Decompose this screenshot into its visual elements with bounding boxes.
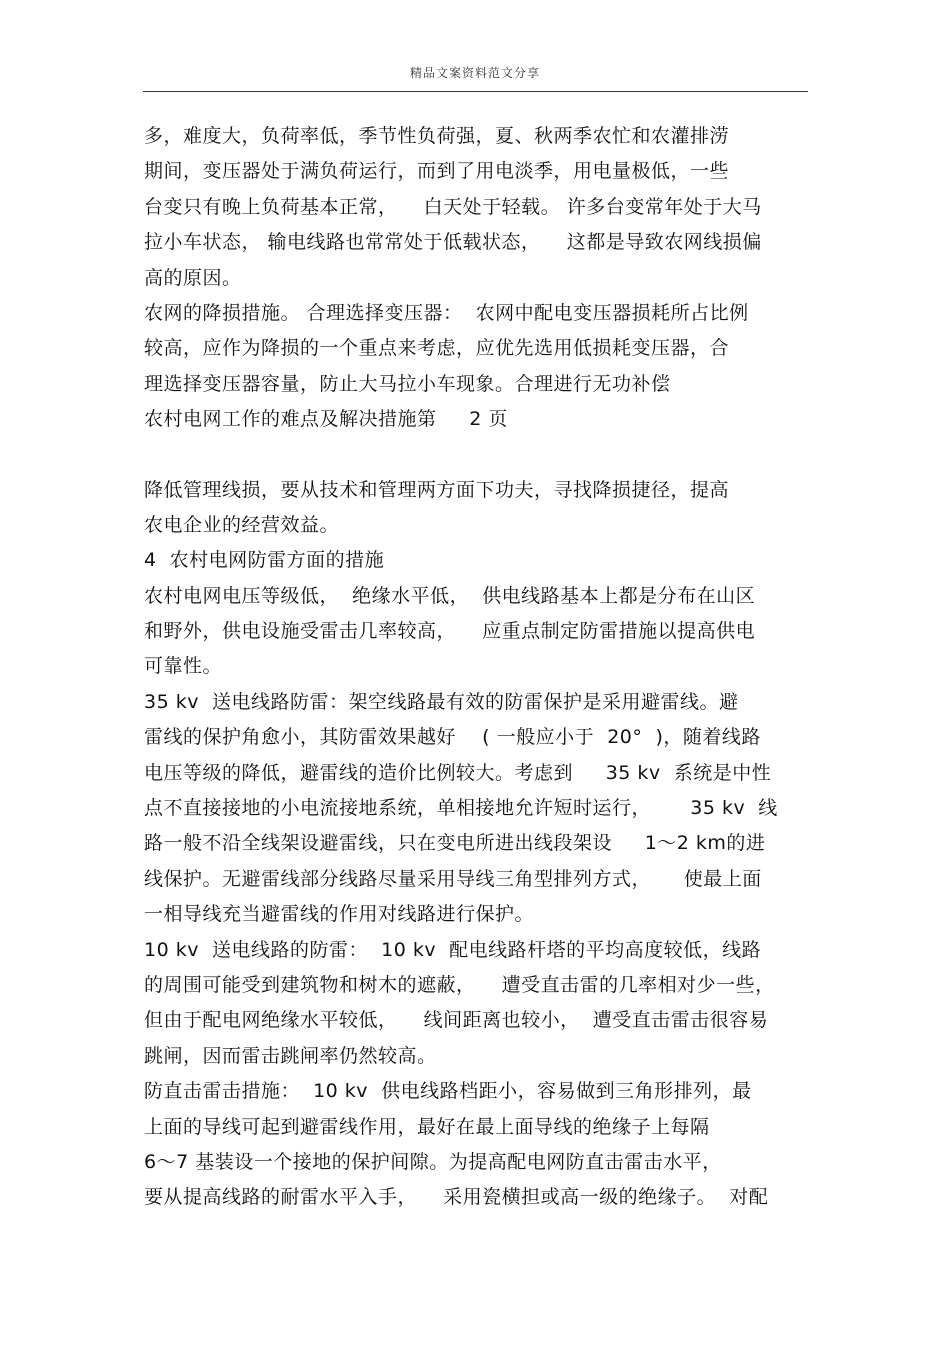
- page-footer-line: 农村电网工作的难点及解决措施第 2 页: [144, 408, 508, 431]
- text-line: 防直击雷击措施： 10 kv 供电线路档距小，容易做到三角形排列，最: [144, 1080, 752, 1103]
- section-gap: [144, 438, 814, 473]
- text-line: 较高，应作为降损的一个重点来考虑，应优先选用低损耗变压器，合: [144, 337, 730, 360]
- text-line: 10 kv 送电线路的防雷： 10 kv 配电线路杆塔的平均高度较低，线路: [144, 938, 762, 961]
- section-heading: 4 农村电网防雷方面的措施: [144, 549, 385, 572]
- text-line: 农电企业的经营效益。: [144, 513, 340, 536]
- paragraph-block-2: [144, 473, 814, 1216]
- text-line: 跳闸，因而雷击跳闸率仍然较高。: [144, 1044, 437, 1067]
- document-body: [144, 119, 814, 1216]
- text-line: 电压等级的降低，避雷线的造价比例较大。考虑到 35 kv 系统是中性: [144, 761, 772, 784]
- text-line: 的周围可能受到建筑物和树木的遮蔽， 遭受直击雷的几率相对少一些，: [144, 973, 775, 996]
- text-line: 35 kv 送电线路防雷：架空线路最有效的防雷保护是采用避雷线。避: [144, 690, 739, 713]
- text-line: 拉小车状态， 输电线路也常常处于低载状态， 这都是导致农网线损偏: [144, 231, 762, 254]
- text-line: 上面的导线可起到避雷线作用，最好在最上面导线的绝缘子上每隔: [144, 1115, 710, 1138]
- text-line: 6～7 基装设一个接地的保护间隙。为提高配电网防直击雷击水平，: [144, 1150, 722, 1173]
- text-line: 雷线的保护角愈小，其防雷效果越好 ( 一般应小于 20° )，随着线路: [144, 726, 761, 749]
- text-line: 理选择变压器容量，防止大马拉小车现象。合理进行无功补偿: [144, 372, 671, 395]
- text-line: 线保护。无避雷线部分线路尽量采用导线三角型排列方式， 使最上面: [144, 867, 762, 890]
- text-line: 期间，变压器处于满负荷运行，而到了用电淡季，用电量极低，一些: [144, 160, 730, 183]
- text-line: 路一般不沿全线架设避雷线，只在变电所进出线段架设 1～2 km的进: [144, 832, 766, 855]
- text-line: 可靠性。: [144, 655, 223, 678]
- text-line: 但由于配电网绝缘水平较低， 线间距离也较小， 遭受直击雷击很容易: [144, 1009, 769, 1032]
- text-line: 多，难度大，负荷率低，季节性负荷强，夏、秋两季农忙和农灌排涝: [144, 125, 730, 147]
- text-line: 点不直接接地的小电流接地系统，单相接地允许短时运行， 35 kv 线: [144, 797, 778, 820]
- text-line: 一相导线充当避雷线的作用对线路进行保护。: [144, 903, 535, 926]
- text-line: 降低管理线损，要从技术和管理两方面下功夫，寻找降损捷径，提高: [144, 478, 730, 501]
- text-line: 农网的降损措施。 合理选择变压器： 农网中配电变压器损耗所占比例: [144, 301, 749, 324]
- text-line: 农村电网电压等级低， 绝缘水平低， 供电线路基本上都是分布在山区: [144, 584, 756, 607]
- header-title: 精品文案资料范文分享: [409, 66, 540, 80]
- text-line: 台变只有晚上负荷基本正常， 白天处于轻载。 许多台变常年处于大马: [144, 195, 762, 218]
- text-line: 高的原因。: [144, 266, 242, 289]
- header-rule: [143, 91, 808, 92]
- text-line: 和野外，供电设施受雷击几率较高， 应重点制定防雷措施以提高供电: [144, 620, 756, 643]
- text-line: 要从提高线路的耐雷水平入手， 采用瓷横担或高一级的绝缘子。 对配: [144, 1186, 769, 1209]
- paragraph-block-1: [144, 119, 814, 438]
